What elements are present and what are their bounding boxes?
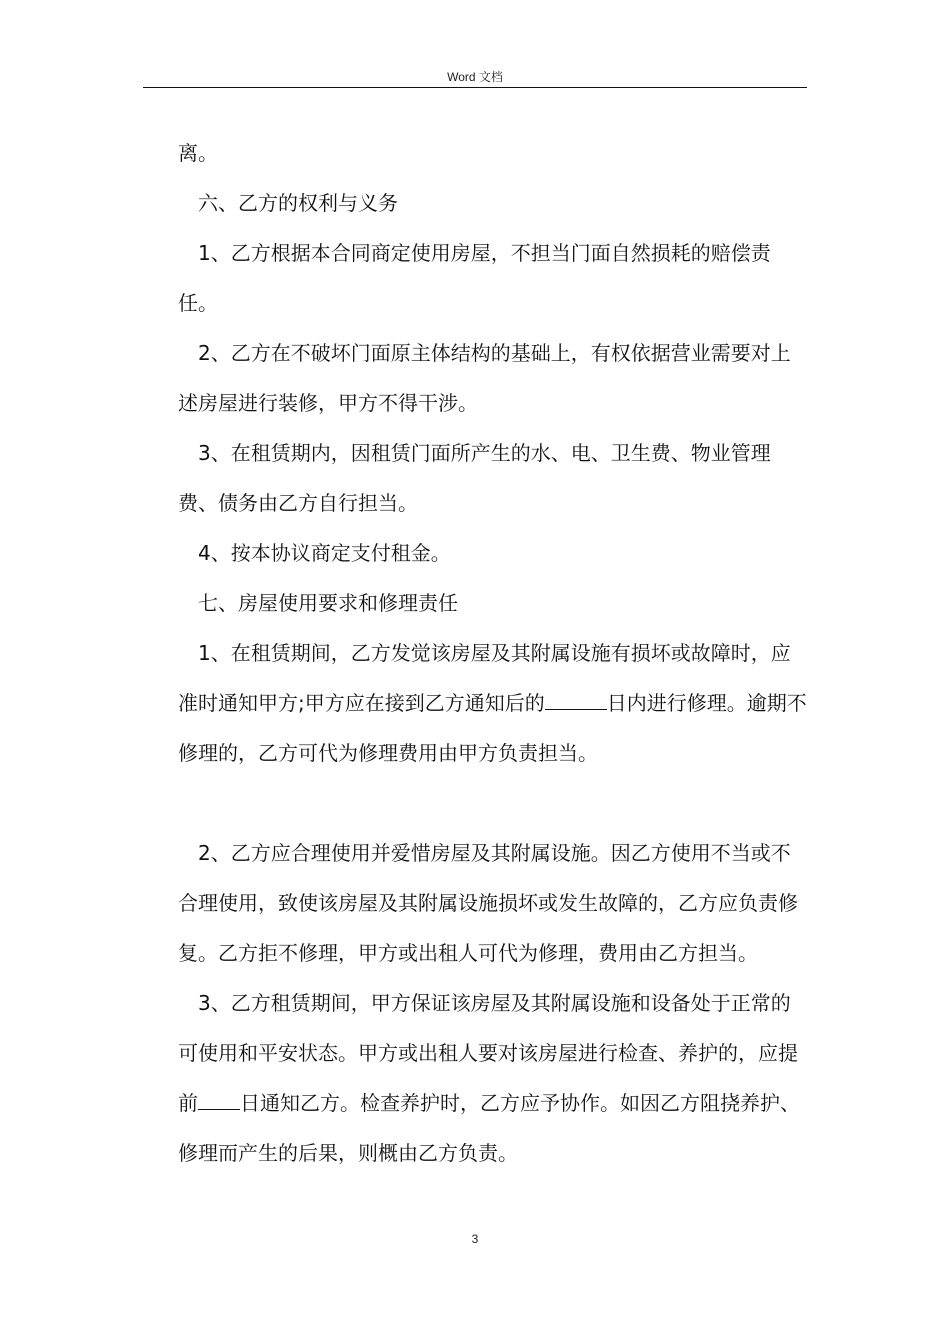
section-7-item-3-text-a: 3、乙方租赁期间，甲方保证该房屋及其附属设施和设备处于正常的可使用和平安状态。甲方或出租人要对该房屋进行检查、养护的，应提前: [178, 991, 798, 1115]
fill-in-blank-days: [545, 691, 607, 710]
section-7-heading: 七、房屋使用要求和修理责任: [198, 591, 458, 615]
section-7-item-3: [178, 978, 808, 1178]
header-divider: [143, 87, 807, 88]
page-header: Word 文档: [447, 70, 503, 84]
section-6-heading: 六、乙方的权利与义务: [198, 191, 398, 215]
document-body: [178, 128, 808, 1178]
section-7-item-1-text-a: 1、在租赁期间，乙方发觉该房屋及其附属设施有损坏或故障时，应准时通知甲方;甲方应在接到乙方通知后的: [178, 641, 791, 715]
paragraph-continuation: 离。: [178, 141, 218, 165]
page-number: 3: [471, 1232, 479, 1246]
section-6-item-3: 3、在租赁期内，因租赁门面所产生的水、电、卫生费、物业管理费、债务由乙方自行担当。: [178, 441, 771, 515]
section-6-item-4: 4、按本协议商定支付租金。: [198, 541, 451, 565]
section-7-item-1: [178, 628, 808, 778]
fill-in-blank-notice-days: [198, 1091, 240, 1110]
section-7-item-1-text-b: 日内进行修理。逾期不修理的，乙方可代为修理费用由甲方负责担当。: [178, 691, 807, 765]
paragraph-gap: [178, 778, 808, 828]
section-6-item-1: 1、乙方根据本合同商定使用房屋，不担当门面自然损耗的赔偿责任。: [178, 241, 771, 315]
section-6-item-2: 2、乙方在不破坏门面原主体结构的基础上，有权依据营业需要对上述房屋进行装修，甲方不得干涉。: [178, 341, 791, 415]
section-7-item-2: 2、乙方应合理使用并爱惜房屋及其附属设施。因乙方使用不当或不合理使用，致使该房屋及其附属设施损坏或发生故障的，乙方应负责修复。乙方拒不修理，甲方或出租人可代为修理，费用由乙方担当。: [178, 841, 798, 965]
section-7-item-3-text-b: 日通知乙方。检查养护时，乙方应予协作。如因乙方阻挠养护、修理而产生的后果，则概由乙方负责。: [178, 1091, 800, 1165]
